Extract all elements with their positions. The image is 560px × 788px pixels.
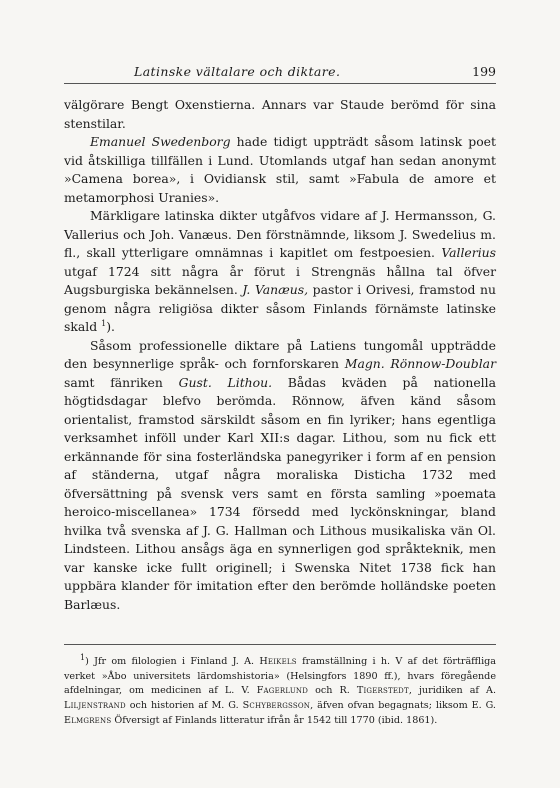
footnote-text: och historien af M. G. xyxy=(125,699,243,711)
paragraph-3-text-c: pastor i Orivesi, framstod nu genom några religiösa dikter såsom Finlands förnämste latinske skald xyxy=(64,282,497,334)
person-name: Vallerius xyxy=(441,245,496,260)
footnote-text: och R. xyxy=(308,685,357,697)
author-name: Schybergsson xyxy=(242,699,311,711)
paragraph-4 xyxy=(64,337,496,615)
author-name: Liljenstrand xyxy=(64,699,126,711)
person-name: Gust. Lithou. xyxy=(178,374,273,390)
page-number: 199 xyxy=(472,64,496,79)
paragraph-3-text-a: Märkligare latinska dikter utgåfvos vidare af J. Hermansson, G. Vallerius och Joh. Vanæus. Den förstnämnde, liksom J. Swedelius m. fl., skall ytterligare omnämnas i kapitlet om festpoesien. xyxy=(64,208,496,260)
footnote-text: , äfven ofvan begagnats; liksom E. G. xyxy=(310,699,496,711)
person-name: J. Vanæus, xyxy=(242,282,309,297)
author-name: Elmgrens xyxy=(64,714,112,726)
paragraph-4-text-c: Bådas kväden på nationella högtidsdagar blefvo berömda. Rönnow, äfven känd såsom orientalist, framstod särskildt såsom en fin lyriker; hans egentliga verksamhet inföll under Karl XII:s dagar. Lithou, som nu fick ett erkännande för sina fosterländska panegyriker i form af en pension af ständerna, utgaf några moraliska Disticha 1732 med öfversättning på svensk vers samt en första samling »poemata heroico-miscellanea» 1734 försedd med lyckönskningar, bland hvilka två svenska af J. G. Hallman och Lithous musikaliska vän Ol. Lindsteen. Lithou ansågs äga en synnerligen god språkteknik, men var kanske icke fullt originell; i Swenska Nitet 1738 fick han uppbära klander för imitation efter den berömde holländske poeten Barlæus. xyxy=(64,374,496,612)
footnote-1 xyxy=(64,651,496,728)
main-text xyxy=(64,96,496,614)
footnote-text: Öfversigt af Finlands litteratur ifrån år 1542 till 1770 (ibid. 1861). xyxy=(111,714,438,726)
paragraph-2-text: hade tidigt uppträdt såsom latinsk poet vid åtskilliga tillfällen i Lund. Utomlands utgaf han sedan anonymt »Camena borea», i Ovidiansk stil, samt »Fabula de amore et metamorphosi Uranies». xyxy=(64,134,496,205)
footnote-text: framställning i h. V af det förträffliga verket »Åbo universitets lärdomshistoria» (Helsingfors 1890 ff.), hvars föregående afdelningar, om medicinen af L. V. xyxy=(64,656,496,697)
footnote-text: ) Jfr om filologien i Finland J. A. xyxy=(85,656,260,668)
footnote-area xyxy=(64,644,496,728)
paragraph-4-text-b: samt fänriken xyxy=(64,374,179,390)
paragraph-3 xyxy=(64,207,496,337)
paragraph-3-text-d: ). xyxy=(106,319,115,334)
running-title: Latinske vältalare och diktare. xyxy=(134,64,341,79)
header-rule xyxy=(64,83,496,84)
paragraph-1: välgörare Bengt Oxenstierna. Annars var Staude berömd för sina stenstilar. xyxy=(64,97,496,131)
person-name: Emanuel Swedenborg xyxy=(90,134,231,149)
paragraph-3-text-b: utgaf 1724 sitt några år förut i Strengnäs hållna tal öfver Augsburgiska bekännelsen. xyxy=(64,263,496,297)
footnote-text: , juridiken af A. xyxy=(408,685,496,697)
footnote-number: 1 xyxy=(80,653,86,662)
paragraph-4-text-a: Såsom professionelle diktare på Latiens tungomål uppträdde den besynnerlige språk- och fornforskaren xyxy=(64,337,496,371)
person-name: Magn. Rönnow-Doublar xyxy=(344,356,496,371)
paragraph-2 xyxy=(64,133,496,207)
author-name: Fagerlund xyxy=(256,685,309,697)
footnote-marker: 1 xyxy=(101,318,107,328)
author-name: Heikels xyxy=(259,656,297,668)
author-name: Tigerstedt xyxy=(356,685,409,697)
